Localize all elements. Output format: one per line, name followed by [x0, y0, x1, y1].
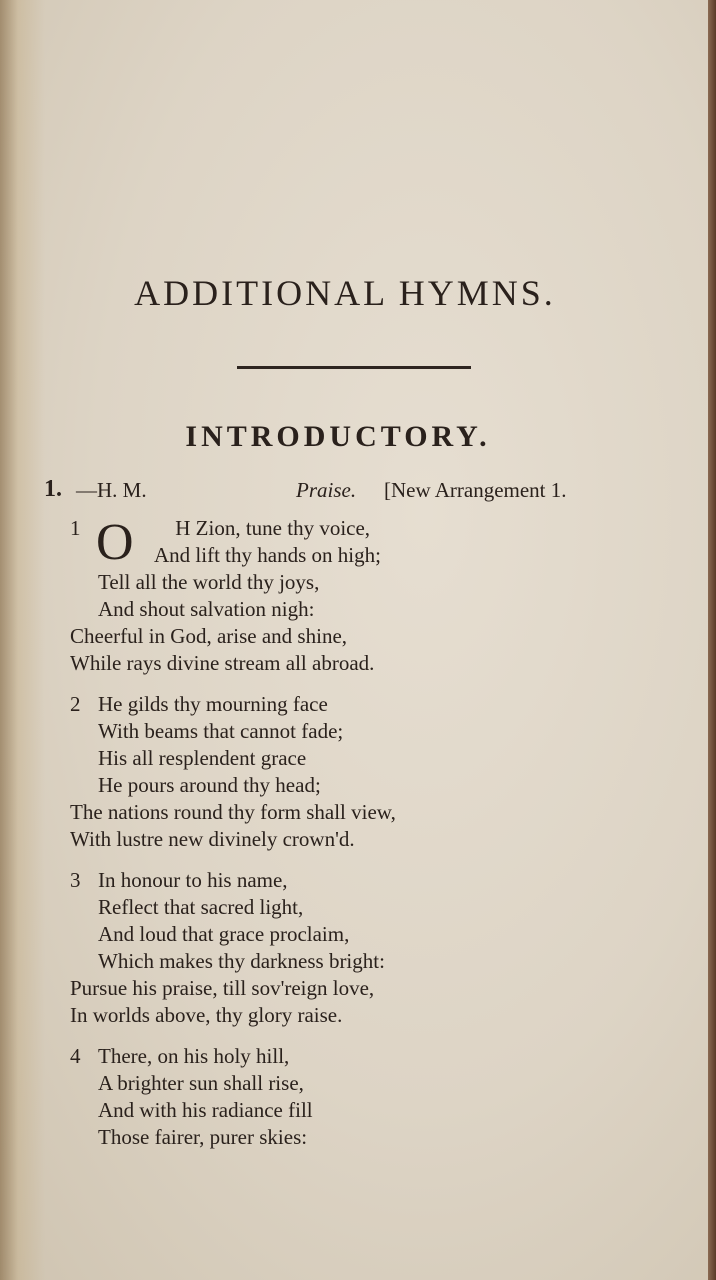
verse-number: 4: [70, 1044, 81, 1068]
verse-line: [70, 691, 670, 718]
verse-2: [70, 691, 670, 853]
verse-line: Tell all the world thy joys,: [98, 570, 320, 594]
verse-line: And lift thy hands on high;: [154, 543, 381, 567]
verse-4: [70, 1043, 670, 1151]
verse-line: In worlds above, thy glory raise.: [70, 1003, 343, 1027]
verse-line: Reflect that sacred light,: [98, 895, 304, 919]
verse-3: [70, 867, 670, 1029]
verse-line: A brighter sun shall rise,: [98, 1071, 304, 1095]
hymn-meter: —H. M.: [76, 478, 147, 502]
drop-cap: O: [96, 514, 134, 571]
verse-1: [70, 515, 670, 677]
verse-number: 1: [70, 516, 81, 540]
verse-line: He pours around thy head;: [98, 773, 321, 797]
hymn-arrangement: [New Arrangement 1.: [384, 478, 567, 502]
verse-line: [70, 867, 670, 894]
verse-line-text: H Zion, tune thy voice,: [175, 516, 371, 540]
verse-line: While rays divine stream all abroad.: [70, 651, 375, 675]
verse-number: 2: [70, 692, 81, 716]
hymn-header: [44, 476, 644, 506]
verse-line: And shout salvation nigh:: [98, 597, 315, 621]
hymn-tune: Praise.: [296, 478, 357, 502]
verse-line: The nations round thy form shall view,: [70, 800, 396, 824]
hymn-verses: [70, 515, 670, 1165]
verse-number: 3: [70, 868, 81, 892]
section-heading: INTRODUCTORY.: [185, 420, 491, 453]
verse-line-text: In honour to his name,: [98, 868, 288, 892]
book-edge: [708, 0, 716, 1280]
verse-line: [70, 1043, 670, 1070]
verse-line: And loud that grace proclaim,: [98, 922, 350, 946]
verse-line: His all resplendent grace: [98, 746, 307, 770]
verse-line-text: He gilds thy mourning face: [98, 692, 328, 716]
verse-line: Which makes thy darkness bright:: [98, 949, 385, 973]
verse-line: With lustre new divinely crown'd.: [70, 827, 355, 851]
hymn-number: 1.: [44, 476, 62, 502]
page-title: ADDITIONAL HYMNS.: [134, 273, 556, 313]
verse-line: And with his radiance fill: [98, 1098, 313, 1122]
verse-line-text: There, on his holy hill,: [98, 1044, 290, 1068]
title-rule: [237, 366, 471, 369]
verse-line: Cheerful in God, arise and shine,: [70, 624, 348, 648]
verse-line: Pursue his praise, till sov'reign love,: [70, 976, 375, 1000]
verse-line: Those fairer, purer skies:: [98, 1125, 308, 1149]
verse-line: With beams that cannot fade;: [98, 719, 344, 743]
